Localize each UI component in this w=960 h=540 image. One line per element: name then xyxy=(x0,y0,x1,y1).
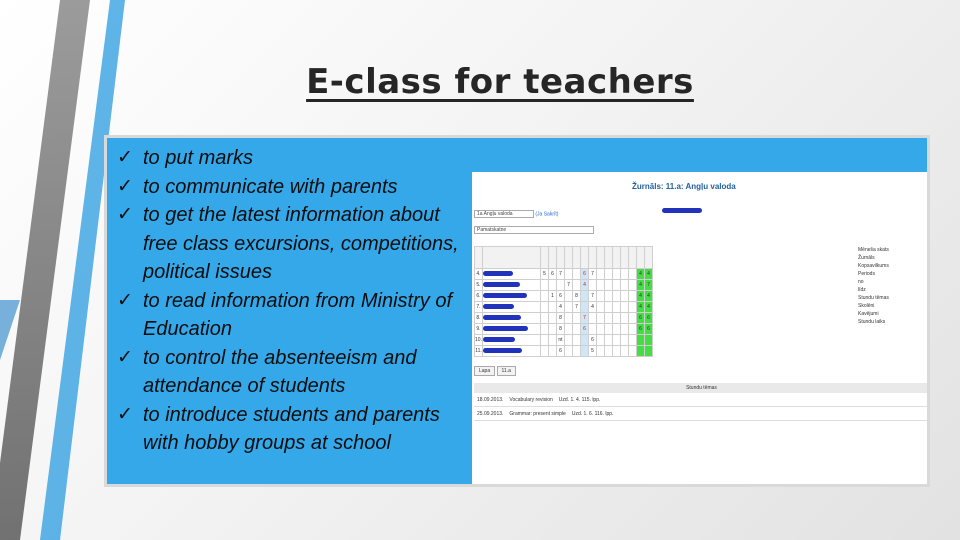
mark-cell[interactable]: 4 xyxy=(645,269,653,280)
mark-cell[interactable] xyxy=(565,335,573,346)
mark-cell[interactable]: 6 xyxy=(637,324,645,335)
mark-cell[interactable] xyxy=(645,346,653,357)
mark-cell[interactable] xyxy=(597,280,605,291)
mark-cell[interactable]: 7 xyxy=(573,302,581,313)
check-icon: ✓ xyxy=(117,289,133,311)
mark-cell[interactable] xyxy=(613,280,621,291)
mark-cell[interactable] xyxy=(573,280,581,291)
row-number: 8. xyxy=(475,313,483,324)
subject-field[interactable] xyxy=(474,210,558,218)
mark-cell[interactable]: 8 xyxy=(557,313,565,324)
bullet-item xyxy=(117,173,463,202)
grid-header-cell xyxy=(645,247,653,269)
bullet-text: to communicate with parents xyxy=(143,175,398,198)
mark-cell[interactable] xyxy=(565,302,573,313)
row-number: 10. xyxy=(475,335,483,346)
mark-cell[interactable] xyxy=(573,313,581,324)
mark-cell[interactable] xyxy=(589,280,597,291)
homework-text: Uzd. 1. 6. 116. lpp. xyxy=(571,410,614,417)
mark-cell[interactable]: 4 xyxy=(589,302,597,313)
mark-cell[interactable]: 6 xyxy=(557,346,565,357)
mark-cell[interactable] xyxy=(597,269,605,280)
bullet-text: to put marks xyxy=(143,147,254,169)
mark-cell[interactable] xyxy=(589,324,597,335)
check-icon: ✓ xyxy=(117,175,133,197)
mark-cell[interactable]: nt xyxy=(557,335,565,346)
mark-cell[interactable] xyxy=(605,291,613,302)
options-panel xyxy=(858,246,927,326)
mark-cell[interactable] xyxy=(581,291,589,302)
grid-header-cell xyxy=(475,247,483,269)
mark-cell[interactable]: 6 xyxy=(645,313,653,324)
marks-grid xyxy=(474,246,653,357)
topic-date: 25.09.2013. xyxy=(477,410,504,417)
option-item[interactable]: līdz xyxy=(858,287,866,293)
grid-header-cell xyxy=(483,247,541,269)
mark-cell[interactable] xyxy=(573,335,581,346)
mark-cell[interactable] xyxy=(605,346,613,357)
grid-header-cell xyxy=(629,247,637,269)
mark-cell[interactable]: 6 xyxy=(637,313,645,324)
grid-header-cell xyxy=(589,247,597,269)
mark-cell[interactable] xyxy=(629,291,637,302)
row-number: 11. xyxy=(475,346,483,357)
bullet-item xyxy=(117,201,463,287)
mark-cell[interactable] xyxy=(573,324,581,335)
mark-cell[interactable]: 4 xyxy=(557,302,565,313)
mark-cell[interactable]: 4 xyxy=(637,269,645,280)
bullet-item xyxy=(117,144,463,173)
topics-table-heading: Stundu tēmas xyxy=(474,383,927,393)
row-number: 7. xyxy=(475,302,483,313)
mark-cell[interactable] xyxy=(597,335,605,346)
mark-cell[interactable] xyxy=(629,324,637,335)
screenshot-header-bar xyxy=(472,138,927,172)
option-item[interactable]: Kavējumi xyxy=(858,311,879,317)
mark-cell[interactable] xyxy=(605,280,613,291)
mark-cell[interactable] xyxy=(549,280,557,291)
mark-cell[interactable] xyxy=(549,324,557,335)
redacted-name xyxy=(483,315,521,320)
redacted-name xyxy=(483,282,520,287)
mark-cell[interactable] xyxy=(629,280,637,291)
mark-cell[interactable]: 1 xyxy=(549,291,557,302)
mark-cell[interactable] xyxy=(613,346,621,357)
mark-cell[interactable]: 7 xyxy=(565,280,573,291)
mark-cell[interactable]: 6 xyxy=(581,269,589,280)
mark-cell[interactable] xyxy=(597,346,605,357)
mark-cell[interactable] xyxy=(637,335,645,346)
mark-cell[interactable] xyxy=(637,346,645,357)
journal-heading: Žurnāls: 11.a: Angļu valoda xyxy=(632,182,736,191)
mark-cell[interactable] xyxy=(613,302,621,313)
mark-cell[interactable]: 4 xyxy=(645,302,653,313)
mark-cell[interactable] xyxy=(605,302,613,313)
table-row xyxy=(474,407,927,421)
content-panel xyxy=(104,135,930,487)
mark-cell[interactable] xyxy=(565,313,573,324)
mark-cell[interactable] xyxy=(621,302,629,313)
redacted-name xyxy=(483,337,515,342)
mark-cell[interactable] xyxy=(613,324,621,335)
mark-cell[interactable] xyxy=(621,280,629,291)
option-item[interactable]: Periods xyxy=(858,271,875,277)
table-row xyxy=(475,269,653,280)
mark-cell[interactable] xyxy=(605,324,613,335)
redacted-name xyxy=(483,304,514,309)
row-number: 4. xyxy=(475,269,483,280)
topic-text: Grammar: present simple xyxy=(509,410,566,417)
grid-header-cell xyxy=(573,247,581,269)
mark-cell[interactable] xyxy=(581,302,589,313)
mark-cell[interactable] xyxy=(613,291,621,302)
mark-cell[interactable]: 4 xyxy=(637,291,645,302)
option-item[interactable]: Stundu laiks xyxy=(858,319,886,325)
mark-cell[interactable] xyxy=(581,346,589,357)
mark-cell[interactable]: 6 xyxy=(557,291,565,302)
student-name-cell[interactable] xyxy=(483,280,541,291)
bullet-item xyxy=(117,344,463,401)
option-item[interactable]: Kopsavilkums xyxy=(858,263,889,269)
mark-cell[interactable]: 8 xyxy=(557,324,565,335)
mark-cell[interactable] xyxy=(629,313,637,324)
grid-header-cell xyxy=(541,247,549,269)
topic-date: 18.09.2013. xyxy=(477,396,504,403)
mark-cell[interactable] xyxy=(645,335,653,346)
grid-header-cell xyxy=(605,247,613,269)
check-icon: ✓ xyxy=(117,403,133,425)
check-icon: ✓ xyxy=(117,346,133,368)
grid-header-cell xyxy=(597,247,605,269)
grid-header-cell xyxy=(557,247,565,269)
mark-cell[interactable] xyxy=(621,313,629,324)
bullet-text: to read information from Ministry of Education xyxy=(143,289,452,340)
grid-header-cell xyxy=(581,247,589,269)
row-number: 6. xyxy=(475,291,483,302)
mark-cell[interactable] xyxy=(541,291,549,302)
table-row xyxy=(475,313,653,324)
topics-table xyxy=(474,383,927,421)
mark-cell[interactable] xyxy=(629,346,637,357)
mark-cell[interactable] xyxy=(541,302,549,313)
mark-cell[interactable] xyxy=(549,313,557,324)
mark-cell[interactable]: 6 xyxy=(589,335,597,346)
mark-cell[interactable] xyxy=(605,335,613,346)
mark-cell[interactable] xyxy=(541,313,549,324)
student-name-cell[interactable] xyxy=(483,346,541,357)
table-row xyxy=(475,302,653,313)
row-number: 5. xyxy=(475,280,483,291)
redacted-name xyxy=(483,348,522,353)
view-field[interactable] xyxy=(474,226,594,234)
mark-cell[interactable] xyxy=(565,324,573,335)
slide-title: E-class for teachers xyxy=(306,62,694,102)
option-item[interactable]: Mēneša skats xyxy=(858,247,889,253)
mark-cell[interactable]: 4 xyxy=(637,302,645,313)
subject-link[interactable]: (Ja Sakrīt) xyxy=(535,211,559,218)
mark-cell[interactable] xyxy=(605,313,613,324)
grid-header-cell xyxy=(565,247,573,269)
student-name-cell[interactable] xyxy=(483,335,541,346)
bullet-text: to introduce students and parents with hobby groups at school xyxy=(143,403,440,454)
mark-cell[interactable] xyxy=(613,335,621,346)
table-row xyxy=(475,280,653,291)
mark-cell[interactable]: 5 xyxy=(541,269,549,280)
tab-class[interactable]: 11.a xyxy=(497,366,516,376)
table-row xyxy=(474,393,927,407)
tab-page[interactable]: Lapa xyxy=(474,366,495,376)
table-row xyxy=(475,346,653,357)
student-name-cell[interactable] xyxy=(483,313,541,324)
bullet-text: to control the absenteeism and attendance of students xyxy=(143,346,417,397)
student-name-cell[interactable] xyxy=(483,269,541,280)
option-item[interactable]: Skolēni xyxy=(858,303,875,309)
redacted-name xyxy=(483,326,528,331)
mark-cell[interactable] xyxy=(541,346,549,357)
bullet-list xyxy=(107,138,469,484)
mark-cell[interactable] xyxy=(573,269,581,280)
homework-text: Uzd. 1. 4. 115. lpp. xyxy=(558,396,601,403)
bullet-item xyxy=(117,401,463,458)
mark-cell[interactable]: 8 xyxy=(573,291,581,302)
mark-cell[interactable] xyxy=(613,269,621,280)
view-select[interactable]: Pamatskatne xyxy=(474,226,594,234)
row-number: 9. xyxy=(475,324,483,335)
mark-cell[interactable]: 6 xyxy=(581,324,589,335)
mark-cell[interactable] xyxy=(621,335,629,346)
mark-cell[interactable]: 4 xyxy=(637,280,645,291)
mark-cell[interactable]: 7 xyxy=(589,291,597,302)
mark-cell[interactable]: 7 xyxy=(581,313,589,324)
mark-cell[interactable] xyxy=(549,346,557,357)
table-row xyxy=(475,324,653,335)
mark-cell[interactable] xyxy=(621,346,629,357)
mark-cell[interactable] xyxy=(541,335,549,346)
option-item[interactable]: Stundu tēmas xyxy=(858,295,889,301)
mark-cell[interactable] xyxy=(629,302,637,313)
grid-header-cell xyxy=(637,247,645,269)
mark-cell[interactable] xyxy=(565,346,573,357)
mark-cell[interactable] xyxy=(565,291,573,302)
mark-cell[interactable] xyxy=(589,313,597,324)
option-item[interactable]: Žurnāls xyxy=(858,255,875,261)
mark-cell[interactable] xyxy=(597,324,605,335)
mark-cell[interactable] xyxy=(621,324,629,335)
mark-cell[interactable] xyxy=(597,302,605,313)
check-icon: ✓ xyxy=(117,204,133,225)
mark-cell[interactable] xyxy=(597,313,605,324)
mark-cell[interactable]: 7 xyxy=(589,269,597,280)
mark-cell[interactable]: 7 xyxy=(645,280,653,291)
check-icon: ✓ xyxy=(117,147,133,168)
redacted-name xyxy=(483,271,513,276)
mark-cell[interactable] xyxy=(629,269,637,280)
student-name-cell[interactable] xyxy=(483,324,541,335)
mark-cell[interactable] xyxy=(541,324,549,335)
mark-cell[interactable] xyxy=(557,280,565,291)
mark-cell[interactable] xyxy=(549,335,557,346)
grid-header-cell xyxy=(613,247,621,269)
mark-cell[interactable] xyxy=(629,335,637,346)
mark-cell[interactable] xyxy=(549,302,557,313)
mark-cell[interactable] xyxy=(541,280,549,291)
mark-cell[interactable] xyxy=(581,335,589,346)
mark-cell[interactable]: 4 xyxy=(581,280,589,291)
teacher-field xyxy=(662,208,702,214)
mark-cell[interactable]: 4 xyxy=(645,291,653,302)
page-tabs xyxy=(474,366,516,376)
mark-cell[interactable] xyxy=(621,269,629,280)
mark-cell[interactable] xyxy=(621,291,629,302)
mark-cell[interactable] xyxy=(573,346,581,357)
mark-cell[interactable]: 6 xyxy=(549,269,557,280)
table-row xyxy=(475,335,653,346)
student-name-cell[interactable] xyxy=(483,302,541,313)
mark-cell[interactable]: 6 xyxy=(645,324,653,335)
e-class-screenshot xyxy=(469,138,927,484)
grid-header-cell xyxy=(549,247,557,269)
mark-cell[interactable] xyxy=(613,313,621,324)
subject-select[interactable]: 1a Angļu valoda xyxy=(474,210,534,218)
redacted-name xyxy=(662,208,702,213)
mark-cell[interactable] xyxy=(605,269,613,280)
mark-cell[interactable]: 5 xyxy=(589,346,597,357)
mark-cell[interactable]: 7 xyxy=(557,269,565,280)
grid-header-cell xyxy=(621,247,629,269)
topic-text: Vocabulary revision xyxy=(509,396,553,403)
table-row xyxy=(475,291,653,302)
mark-cell[interactable] xyxy=(597,291,605,302)
student-name-cell[interactable] xyxy=(483,291,541,302)
option-item[interactable]: no xyxy=(858,279,864,285)
mark-cell[interactable] xyxy=(565,269,573,280)
redacted-name xyxy=(483,293,527,298)
bullet-text: to get the latest information about free class excursions, competitions, political issues xyxy=(143,204,459,283)
bullet-item xyxy=(117,287,463,344)
